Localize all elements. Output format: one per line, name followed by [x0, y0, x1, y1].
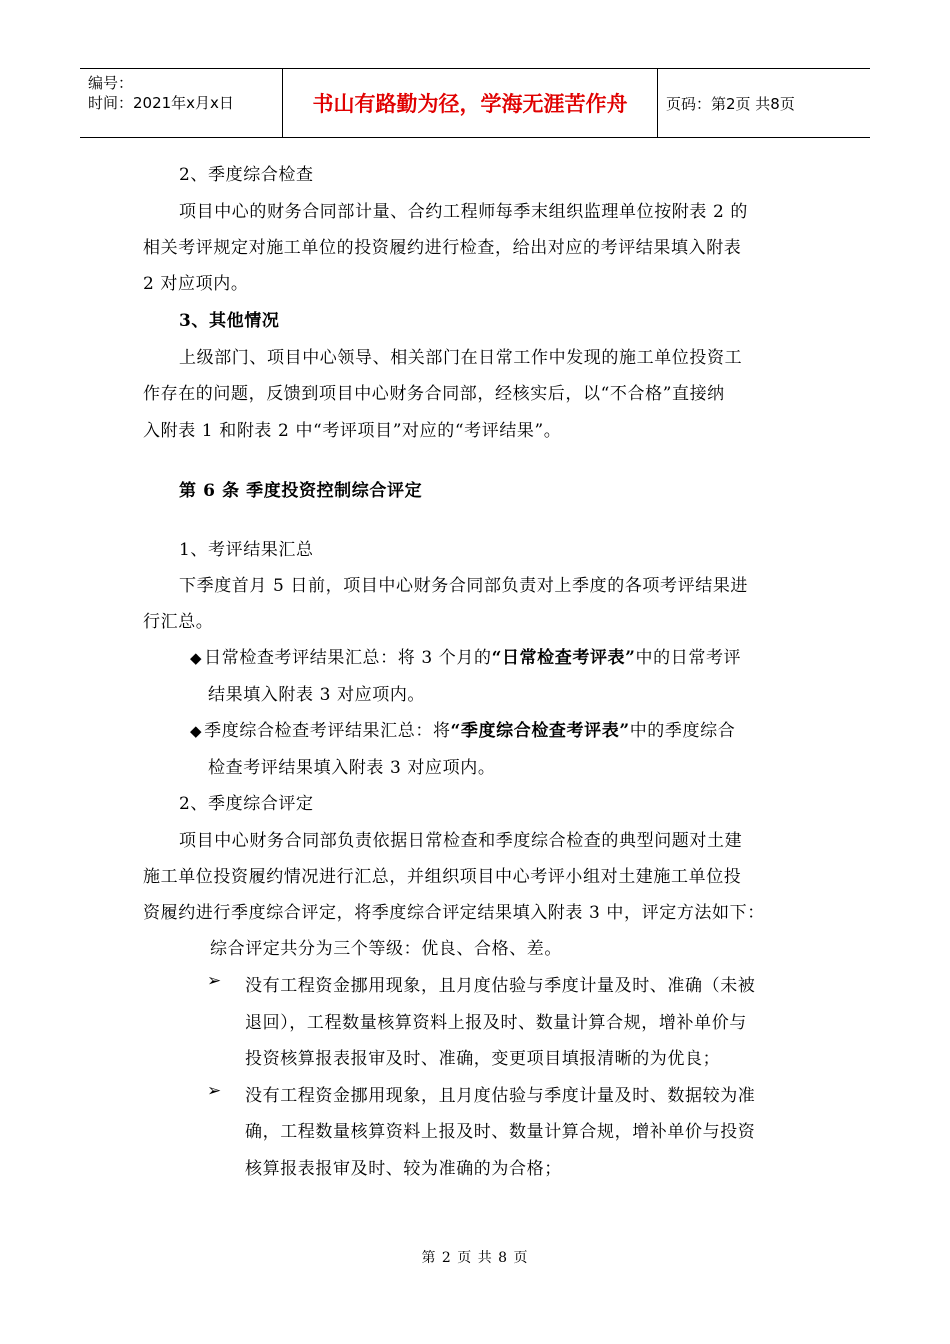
subheading-assessment: 2、季度综合评定 [179, 794, 314, 814]
section-heading: 第 6 条 季度投资控制综合评定 [179, 481, 423, 501]
paragraph-line: 核算报表报审及时、较为准确的为合格； [245, 1159, 562, 1179]
page-info: 页码：第2页 共8页 [666, 94, 795, 113]
paragraph-line: 下季度首月 5 日前，项目中心财务合同部负责对上季度的各项考评结果进 [179, 576, 749, 596]
diamond-bullet-icon: ◆ [190, 722, 203, 740]
arrow-bullet-icon: ➢ [207, 1081, 222, 1101]
paragraph-line: 上级部门、项目中心领导、相关部门在日常工作中发现的施工单位投资工 [179, 348, 743, 368]
paragraph-line: 综合评定共分为三个等级：优良、合格、差。 [210, 939, 562, 959]
bullet-item-quarterly: ◆ 季度综合检查考评结果汇总：将“季度综合检查考评表”中的季度综合 [190, 721, 736, 741]
number-label: 编号： [88, 74, 134, 92]
paragraph-line: 2 对应项内。 [143, 274, 249, 294]
arrow-bullet-icon: ➢ [207, 971, 222, 991]
page-footer: 第 2 页 共 8 页 [421, 1250, 529, 1266]
subheading-other: 3、其他情况 [179, 311, 280, 331]
header-left-cell [80, 69, 282, 137]
paragraph-line: 相关考评规定对施工单位的投资履约进行检查，给出对应的考评结果填入附表 [143, 238, 742, 258]
paragraph-line: 入附表 1 和附表 2 中“考评项目”对应的“考评结果”。 [143, 421, 562, 441]
motto: 书山有路勤为径，学海无涯苦作舟 [282, 69, 658, 137]
bullet-item-daily: ◆ 日常检查考评结果汇总：将 3 个月的“日常检查考评表”中的日常考评 [190, 648, 742, 668]
paragraph-line: 项目中心财务合同部负责依据日常检查和季度综合检查的典型问题对土建 [179, 831, 743, 851]
paragraph-line: 结果填入附表 3 对应项内。 [208, 685, 426, 705]
subheading-summary: 1、考评结果汇总 [179, 540, 314, 560]
diamond-bullet-icon: ◆ [190, 649, 203, 667]
paragraph-line: 项目中心的财务合同部计量、合约工程师每季末组织监理单位按附表 2 的 [179, 202, 749, 222]
list-item-excellent: 没有工程资金挪用现象，且月度估验与季度计量及时、准确（未被 [245, 976, 756, 996]
paragraph-line: 作存在的问题，反馈到项目中心财务合同部，经核实后，以“不合格”直接纳 [143, 384, 725, 404]
paragraph-line: 退回），工程数量核算资料上报及时、数量计算合规，增补单价与 [245, 1013, 747, 1033]
paragraph-line: 投资核算报表报审及时、准确，变更项目填报清晰的为优良； [245, 1049, 721, 1069]
subheading-quarterly-check: 2、季度综合检查 [179, 165, 314, 185]
page-header [80, 68, 870, 138]
paragraph-line: 检查考评结果填入附表 3 对应项内。 [208, 758, 496, 778]
paragraph-line: 施工单位投资履约情况进行汇总，并组织项目中心考评小组对土建施工单位投 [143, 867, 742, 887]
time-label: 时间：2021年x月x日 [88, 94, 234, 112]
list-item-qualified: 没有工程资金挪用现象，且月度估验与季度计量及时、数据较为准 [245, 1086, 756, 1106]
paragraph-line: 确，工程数量核算资料上报及时、数量计算合规，增补单价与投资 [245, 1122, 756, 1142]
paragraph-line: 行汇总。 [143, 612, 214, 632]
paragraph-line: 资履约进行季度综合评定，将季度综合评定结果填入附表 3 中，评定方法如下： [143, 903, 765, 923]
